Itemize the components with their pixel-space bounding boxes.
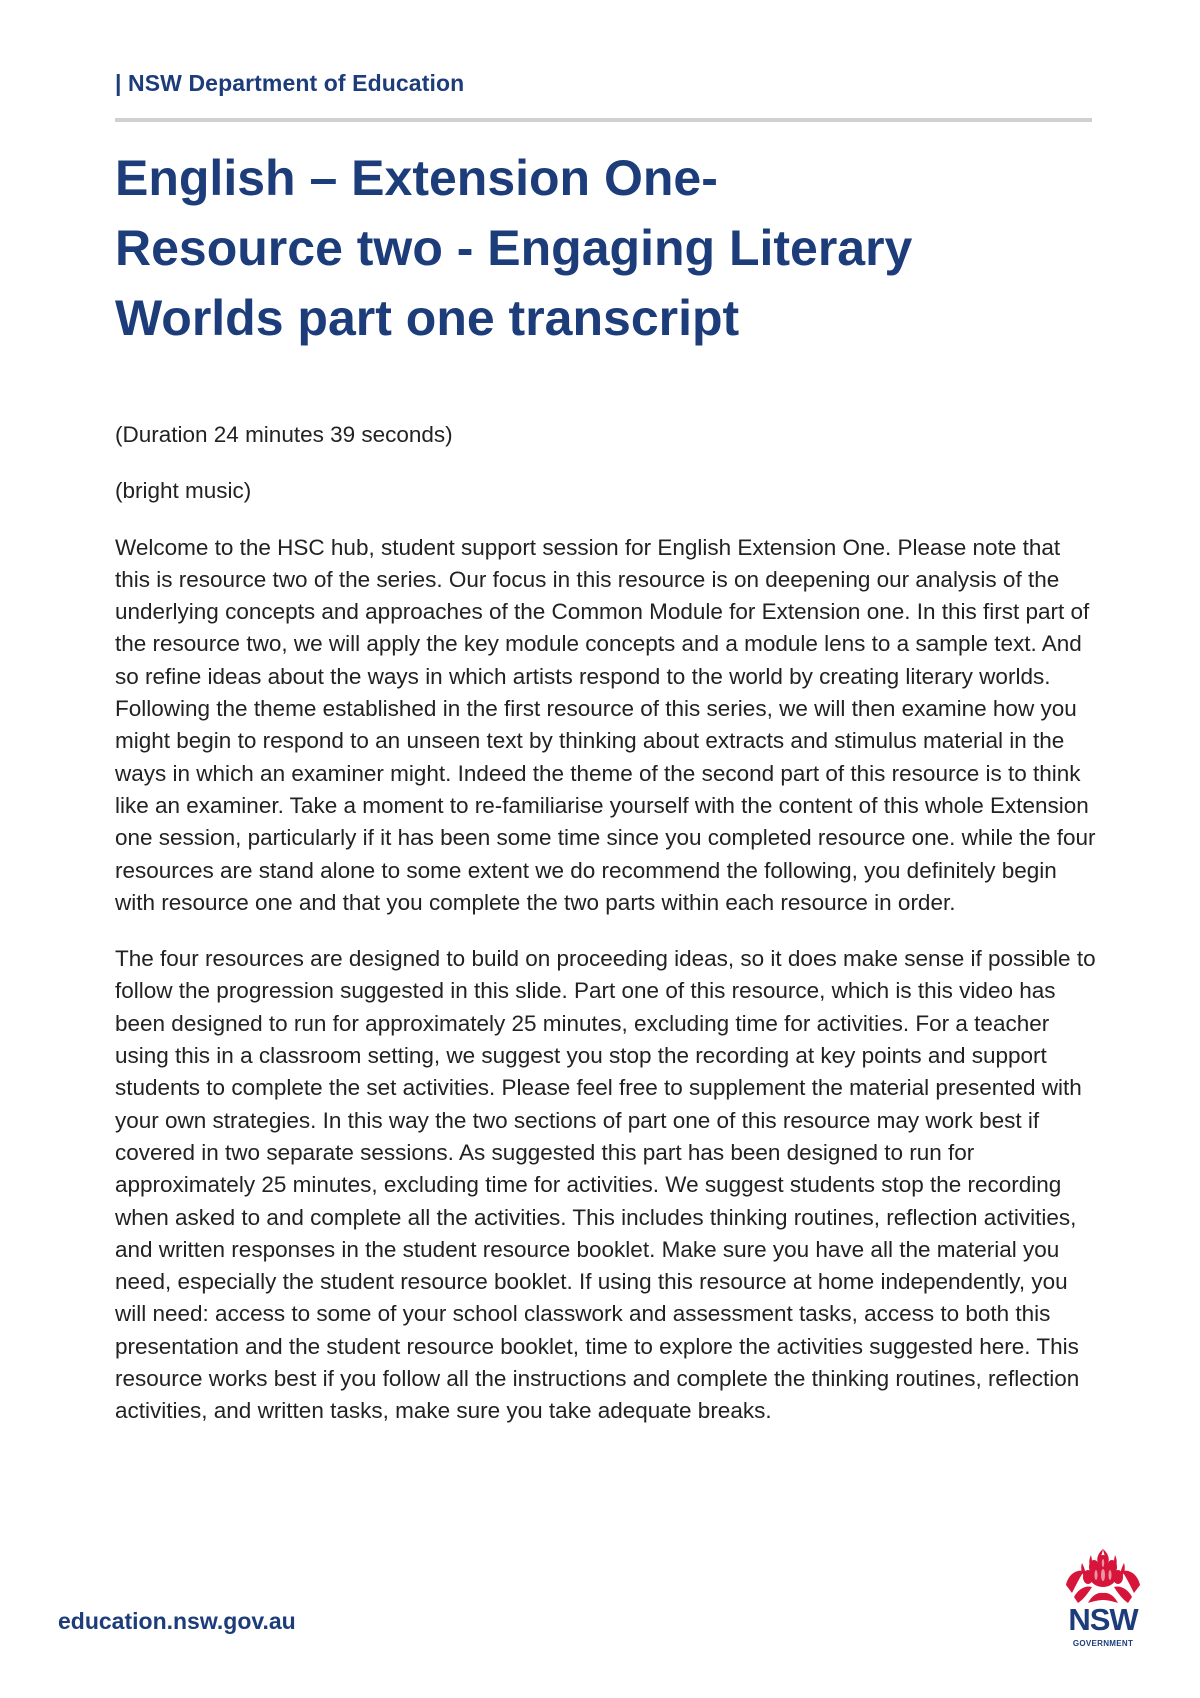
logo-subtitle: GOVERNMENT bbox=[1072, 1639, 1134, 1648]
title-line-3: Worlds part one transcript bbox=[115, 290, 740, 346]
document-title bbox=[115, 143, 1015, 353]
music-cue: (bright music) bbox=[115, 478, 252, 504]
duration-note: (Duration 24 minutes 39 seconds) bbox=[115, 422, 453, 447]
nsw-government-logo bbox=[1058, 1545, 1148, 1660]
transcript-paragraph-1: Welcome to the HSC hub, student support session for English Extension One. Please note that this is resource two of the series. Our focus in this resource is on deepening our analysis of the underlying concepts and approaches of the Common Module for Extension one. In this first part of the resource two, we will apply the key module concepts and a module lens to a sample text. And so refine ideas about the ways in which artists respond to the world by creating literary worlds. Following the theme established in the first resource of this series, we will then examine how you might begin to respond to an unseen text by thinking about extracts and stimulus material in the ways in which an examiner might. Indeed the theme of the second part of this resource is to think like an examiner. Take a moment to re-familiarise yourself with the content of this whole Extension one session, particularly if it has been some time since you completed resource one. while the four resources are stand alone to some extent we do recommend the following, you definitely begin with resource one and that you complete the two parts within each resource in order. bbox=[115, 534, 1096, 915]
footer-website-link[interactable]: education.nsw.gov.au bbox=[58, 1608, 296, 1634]
title-line-2: Resource two - Engaging Literary bbox=[115, 220, 913, 276]
transcript-body bbox=[115, 419, 1100, 1452]
logo-wordmark: NSW bbox=[1068, 1602, 1138, 1637]
header-divider bbox=[115, 118, 1092, 122]
transcript-paragraph-2: The four resources are designed to build on proceeding ideas, so it does make sense if possible to follow the progression suggested in this slide. Part one of this resource, which is this video has been designed to run for approximately 25 minutes, excluding time for activities. For a teacher using this in a classroom setting, we suggest you stop the recording at key points and support students to complete the set activities. Please feel free to supplement the material presented with your own strategies. In this way the two sections of part one of this resource may work best if covered in two separate sessions. As suggested this part has been designed to run for approximately 25 minutes, excluding time for activities. We suggest students stop the recording when asked to and complete all the activities. This includes thinking routines, reflection activities, and written responses in the student resource booklet. Make sure you have all the material you need, especially the student resource booklet. If using this resource at home independently, you will need: access to some of your school classwork and assessment tasks, access to both this presentation and the student resource booklet, time to explore the activities suggested here. This resource works best if you follow all the instructions and complete the thinking routines, reflection activities, and written tasks, make sure you take adequate breaks. bbox=[115, 946, 1096, 1424]
waratah-icon bbox=[1058, 1545, 1148, 1607]
title-line-1: English – Extension One- bbox=[115, 150, 718, 206]
department-header: | NSW Department of Education bbox=[115, 70, 465, 96]
